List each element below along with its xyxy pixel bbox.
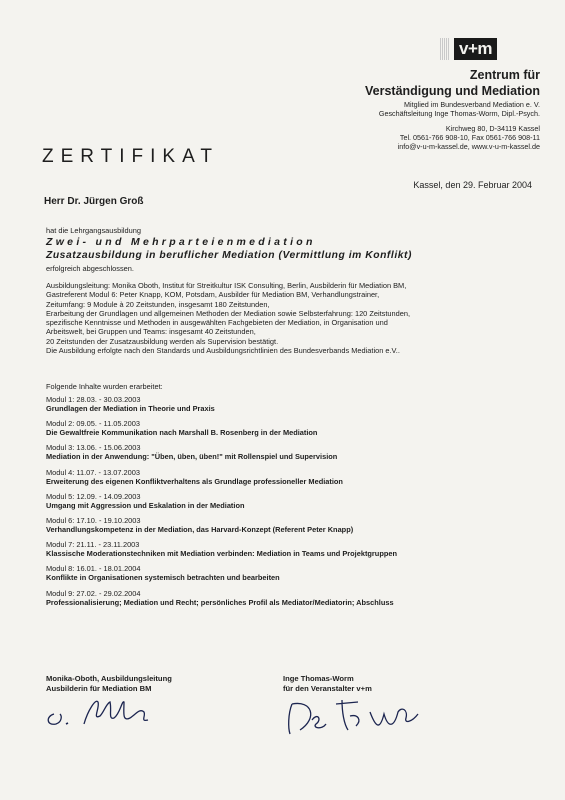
module-item (46, 468, 526, 492)
details-line: Erarbeitung der Grundlagen und allgemeinen Methoden der Mediation sowie Selbsterfahrung: 120 Zeitstunden, (46, 308, 411, 318)
details-line: Ausbildungsleitung: Monika Oboth, Institut für Streitkultur ISK Consulting, Berlin, Ausbilderin für Mediation BM, (46, 281, 407, 290)
vum-logo (440, 38, 526, 60)
module-title: Konflikte in Organisationen systemisch betrachten und bearbeiten (46, 573, 280, 583)
document-title: ZERTIFIKAT (42, 146, 219, 167)
intro-text: hat die Lehrgangsausbildung (46, 226, 141, 235)
module-date: Modul 3: 13.06. - 15.06.2003 (46, 443, 141, 453)
module-title: Umgang mit Aggression und Eskalation in der Mediation (46, 500, 245, 510)
org-address: Kirchweg 80, D-34119 Kassel (445, 124, 540, 133)
module-date: Modul 6: 17.10. - 19.10.2003 (46, 515, 141, 525)
signer-right-role: für den Veranstalter v+m (283, 683, 372, 693)
module-item (46, 564, 526, 588)
details-line: Zeitumfang: 9 Module à 20 Zeitstunden, insgesamt 180 Zeitstunden, (46, 299, 270, 309)
course-title: Zwei- und Mehrparteienmediation (46, 236, 316, 248)
module-title: Professionalisierung; Mediation und Recht; persönliches Profil als Mediator/Mediatorin; Abschluss (46, 597, 394, 607)
signer-right-name: Inge Thomas-Worm (283, 674, 354, 683)
module-item (46, 419, 526, 443)
details-line: Arbeitswelt, bei Gruppen und Teams: insgesamt 40 Zeitstunden, (46, 327, 256, 337)
module-item (46, 540, 526, 564)
module-date: Modul 5: 12.09. - 14.09.2003 (46, 491, 141, 501)
modules-intro: Folgende Inhalte wurden erarbeitet: (46, 382, 163, 391)
course-details (46, 281, 410, 355)
org-phone: Tel. 0561-766 908-10, Fax 0561-766 908-11 (399, 133, 540, 142)
module-date: Modul 9: 27.02. - 29.02.2004 (46, 588, 141, 598)
module-date: Modul 7: 21.11. - 23.11.2003 (46, 540, 140, 550)
details-line: Die Ausbildung erfolgte nach den Standards und Ausbildungsrichtlinien des Bundesverbands Mediation e.V.. (46, 346, 400, 356)
org-title-line2: Verständigung und Mediation (365, 84, 540, 98)
logo-stripes (440, 38, 450, 60)
details-line: spezifische Kenntnisse und Methoden in ausgewählten Fachgebieten der Mediation, in Organisation und (46, 318, 388, 328)
module-date: Modul 1: 28.03. - 30.03.2003 (46, 395, 141, 404)
module-item (46, 516, 526, 540)
module-list (46, 395, 526, 613)
module-title: Verhandlungskompetenz in der Mediation, das Harvard-Konzept (Referent Peter Knapp) (46, 524, 354, 534)
org-membership: Mitglied im Bundesverband Mediation e. V. (404, 100, 540, 109)
recipient-name: Herr Dr. Jürgen Groß (44, 196, 144, 207)
module-title: Mediation in der Anwendung: "Üben, üben, üben!" mit Rollenspiel und Supervision (46, 452, 338, 462)
module-date: Modul 4: 11.07. - 13.07.2003 (46, 467, 140, 477)
module-item (46, 395, 526, 419)
completed-text: erfolgreich abgeschlossen. (46, 264, 134, 273)
course-subtitle: Zusatzausbildung in beruflicher Mediation (Vermittlung im Konflikt) (46, 250, 412, 261)
logo-text: v+m (454, 38, 497, 60)
module-date: Modul 8: 16.01. - 18.01.2004 (46, 564, 141, 574)
details-line: Gastreferent Modul 6: Peter Knapp, KOM, Potsdam, Ausbilder für Mediation BM, Verhandlungstrainer, (46, 290, 380, 300)
org-web: info@v-u-m-kassel.de, www.v-u-m-kassel.de (397, 142, 540, 151)
module-title: Grundlagen der Mediation in Theorie und Praxis (46, 404, 215, 413)
module-title: Die Gewaltfreie Kommunikation nach Marshall B. Rosenberg in der Mediation (46, 428, 318, 438)
module-item (46, 492, 526, 516)
module-date: Modul 2: 09.05. - 11.05.2003 (46, 419, 140, 429)
org-management: Geschäftsleitung Inge Thomas-Worm, Dipl.-Psych. (378, 109, 540, 118)
signer-left-role: Ausbilderin für Mediation BM (46, 683, 152, 693)
org-title-line1: Zentrum für (469, 68, 540, 82)
module-item (46, 443, 526, 467)
module-item (46, 589, 526, 613)
handwritten-signature-right (278, 690, 448, 740)
module-title: Erweiterung des eigenen Konfliktverhaltens als Grundlage professioneller Mediation (46, 476, 343, 486)
signer-left-name: Monika-Oboth, Ausbildungsleitung (46, 674, 172, 683)
details-line: 20 Zeitstunden der Zusatzausbildung werden als Supervision bestätigt. (46, 336, 279, 346)
issue-date: Kassel, den 29. Februar 2004 (413, 180, 532, 190)
module-title: Klassische Moderationstechniken mit Mediation verbinden: Mediation in Teams und Projektgruppen (46, 549, 397, 559)
handwritten-signature-left (40, 690, 190, 730)
